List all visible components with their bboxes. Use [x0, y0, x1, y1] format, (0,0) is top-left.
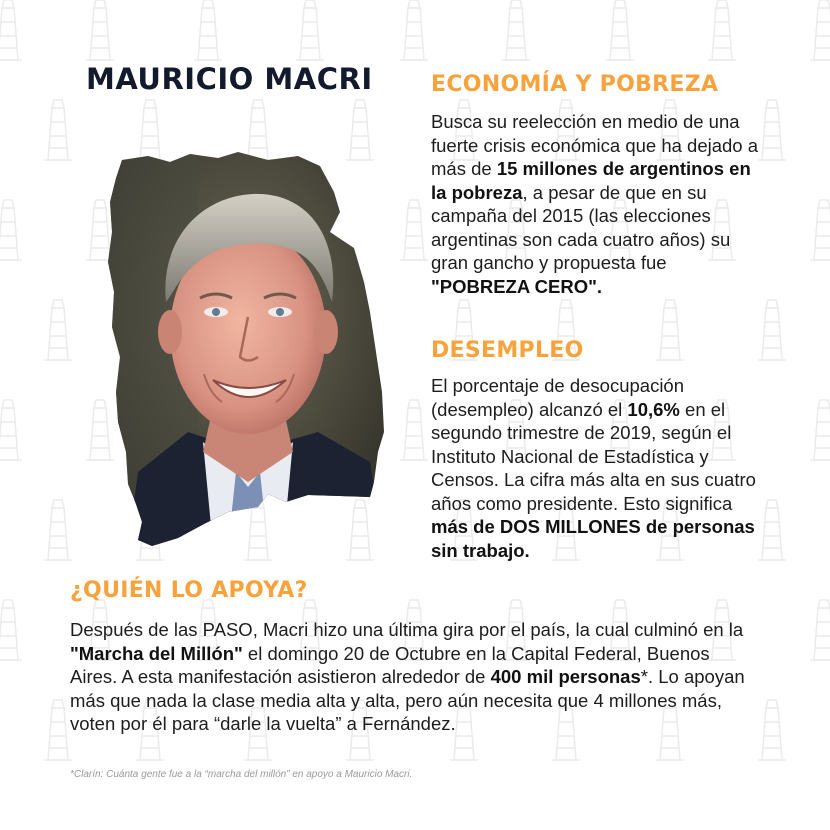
- text-part: , a pesar de que en su campaña del 2015 (las elecciones argentinas son cada cuatro años) su gran gancho y propuesta fue: [431, 181, 731, 273]
- text-part: el domingo 20 de Octubre en la Capital Federal, Buenos Aires. A esta manifestación asistieron alrededor de: [70, 642, 710, 687]
- text-bold: "Marcha del Millón": [70, 642, 243, 664]
- page-title: MAURICIO MACRI: [86, 62, 373, 96]
- text-bold: 400 mil personas: [490, 666, 641, 687]
- text-part: Busca su reelección en medio de una fuerte crisis económica que ha dejado a más de: [431, 111, 759, 179]
- section-title-desempleo: DESEMPLEO: [431, 338, 584, 363]
- text-bold: "POBREZA CERO".: [431, 275, 603, 297]
- section-text-apoyo: [70, 618, 760, 736]
- section-title-apoyo: ¿QUIÉN LO APOYA?: [70, 578, 308, 603]
- section-title-economia: ECONOMÍA Y POBREZA: [431, 72, 719, 97]
- text-part: en el segundo trimestre de 2019, según el Instituto Nacional de Estadística y Censos. La cifra más alta en sus cuatro años como presidente. Esto significa: [431, 398, 756, 514]
- footnote: *Clarín: Cuánta gente fue a la “marcha del millón” en apoyo a Mauricio Macri.: [70, 769, 413, 780]
- text-bold: más de DOS MILLONES de personas sin trabajo.: [431, 516, 755, 561]
- section-text-economia: [431, 110, 761, 298]
- text-part: El porcentaje de desocupación (desempleo) alcanzó el: [431, 375, 685, 420]
- text-bold: 10,6%: [627, 398, 680, 420]
- text-part: *. Lo apoyan más que nada la clase media alta y alta, pero aún necesita que 4 millones más, voten por él para “darle la vuelta” a Fernández.: [70, 666, 745, 734]
- portrait-photo: [108, 152, 384, 547]
- section-text-desempleo: [431, 374, 761, 562]
- text-bold: 15 millones de argentinos en la pobreza: [431, 158, 751, 203]
- text-part: Después de las PASO, Macri hizo una última gira por el país, la cual culminó en la: [70, 619, 744, 640]
